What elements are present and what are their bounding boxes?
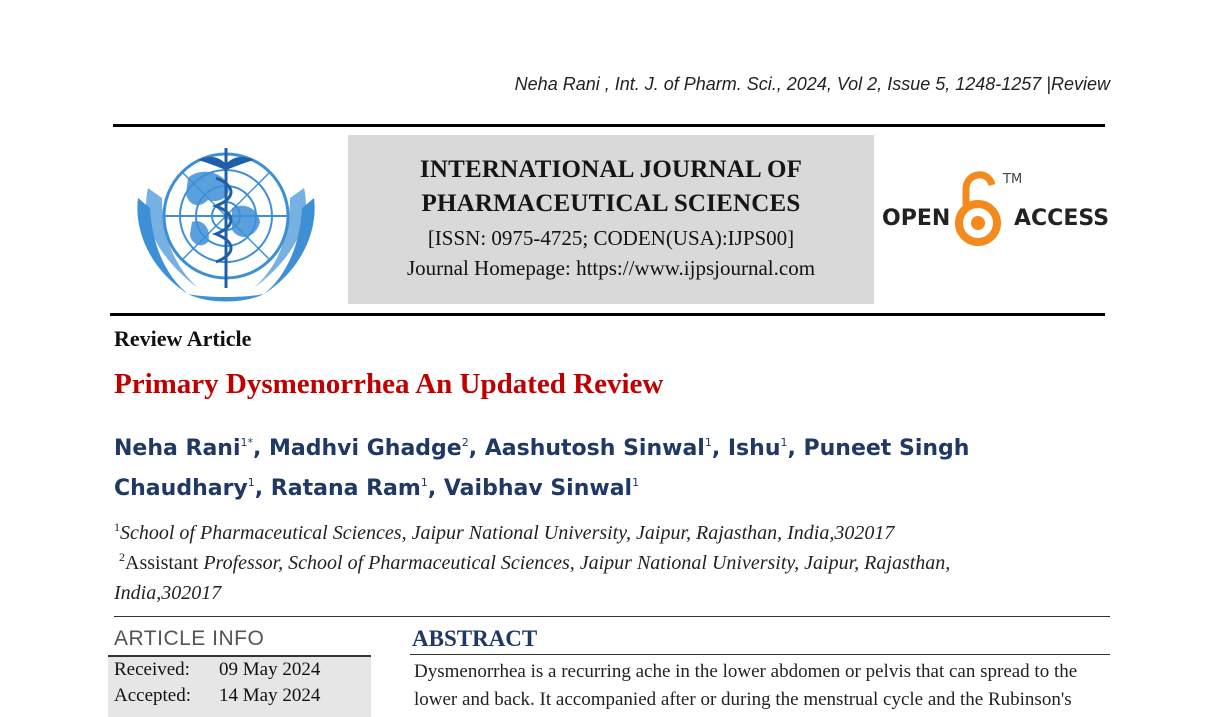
journal-homepage[interactable]: Journal Homepage: https://www.ijpsjournal.com xyxy=(406,256,816,280)
journal-title xyxy=(348,153,874,221)
article-title: Primary Dysmenorrhea An Updated Review xyxy=(114,368,664,400)
journal-info-box xyxy=(348,135,874,304)
journal-emblem-logo xyxy=(128,138,324,306)
abstract-text: Dysmenorrhea is a recurring ache in the lower abdomen or pelvis that can spread to the lower and back. It accompanied after or during the menstrual cycle and the Rubinson's xyxy=(414,661,1078,710)
journal-title-line1: INTERNATIONAL JOURNAL OF xyxy=(419,156,803,183)
affiliation-2: $^2$Assistant Professor, School of Pharmaceutical Sciences, Jaipur National University, Jaipur, Rajasthan, India,302017 xyxy=(114,550,951,604)
article-info-row: Accepted: 14 May 2024 xyxy=(114,685,321,706)
svg-text:OPEN: OPEN xyxy=(882,206,951,231)
author: Neha Rani$^{1*}$, xyxy=(114,436,270,461)
author: Ishu$^1$, xyxy=(727,436,804,461)
affiliation-1: $^1$School of Pharmaceutical Sciences, Jaipur National University, Jaipur, Rajasthan, India,302017 xyxy=(114,520,895,544)
top-rule xyxy=(113,124,1105,127)
abstract-heading: ABSTRACT xyxy=(412,626,538,651)
author: Madhvi Ghadge$^2$, xyxy=(269,436,485,461)
open-access-logo xyxy=(880,165,1110,255)
article-type: Review Article xyxy=(114,326,252,351)
article-info-row: Received: 09 May 2024 xyxy=(114,659,321,680)
running-header: Neha Rani , Int. J. of Pharm. Sci., 2024, Vol 2, Issue 5, 1248-1257 |Review xyxy=(514,74,1110,94)
author: Vaibhav Sinwal$^1$ xyxy=(443,476,640,501)
article-info-table xyxy=(108,657,371,717)
author-list xyxy=(114,426,1014,506)
header-bottom-rule xyxy=(110,313,1105,316)
author: Puneet Singh Chaudhary$^1$, xyxy=(114,436,970,501)
author: Aashutosh Sinwal$^1$, xyxy=(484,436,728,461)
un-emblem-caduceus-icon xyxy=(128,138,324,306)
journal-title-line2: PHARMACEUTICAL SCIENCES xyxy=(421,190,801,217)
article-info-heading: ARTICLE INFO xyxy=(114,627,265,650)
author: Ratana Ram$^1$, xyxy=(270,476,444,501)
svg-text:TM: TM xyxy=(1003,172,1023,187)
open-access-lock-icon xyxy=(880,165,1110,255)
journal-issn: [ISSN: 0975-4725; CODEN(USA):IJPS00] xyxy=(427,226,795,250)
affiliation-bottom-rule xyxy=(114,616,1110,617)
abstract-rule xyxy=(410,654,1110,655)
svg-text:ACCESS: ACCESS xyxy=(1014,206,1110,231)
